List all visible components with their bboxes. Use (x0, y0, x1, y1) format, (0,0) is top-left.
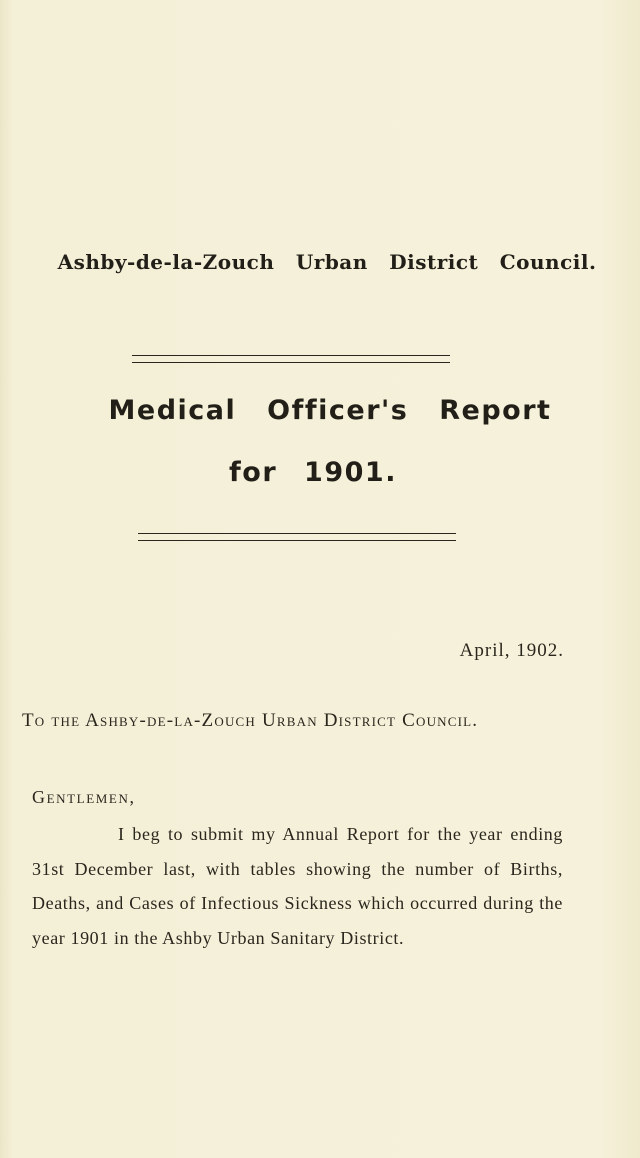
council-title: Ashby-de-la-Zouch Urban District Council. (57, 250, 597, 274)
letter-salutation: Gentlemen, (32, 787, 136, 807)
double-rule-bottom (138, 533, 456, 541)
double-rule-top (132, 355, 450, 363)
report-year: for 1901. (229, 457, 397, 488)
letter-body: I beg to submit my Annual Report for the year ending 31st December last, with tables showing the number of Births, Deaths, and Cases of Infectious Sickness which occurred during the year 1901 in the Ashby Urban Sanitary District. (32, 824, 563, 948)
report-title: Medical Officer's Report (108, 395, 552, 426)
letter-date: April, 1902. (459, 640, 564, 661)
letter-address: To the Ashby-de-la-Zouch Urban District Council. (22, 710, 479, 731)
